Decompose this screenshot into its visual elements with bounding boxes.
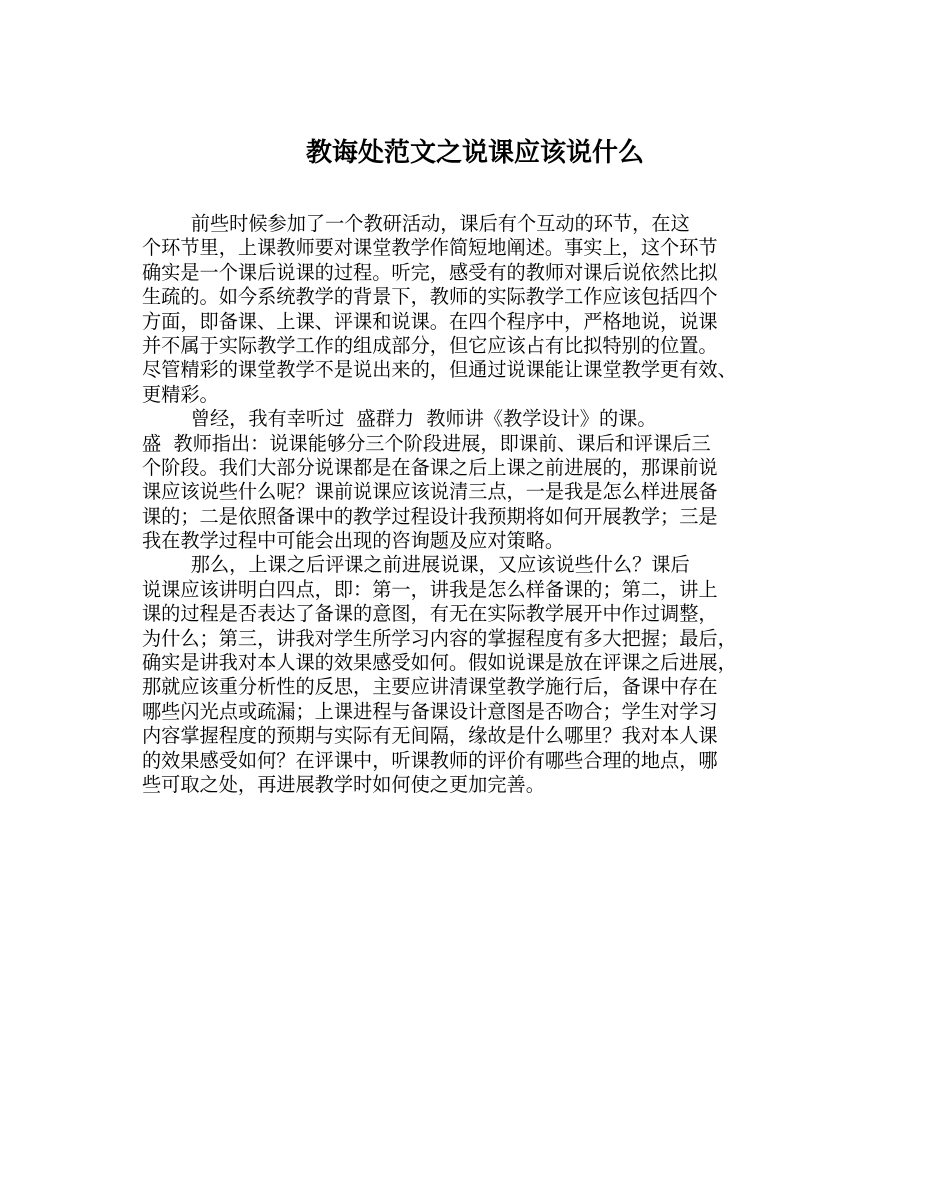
- text-line: 些可取之处，再进展教学时如何使之更加完善。: [142, 772, 545, 796]
- text-line: 更精彩。: [142, 382, 219, 406]
- text-line: 那么，上课之后评课之前进展说课，又应该说些什么？课后: [142, 553, 690, 577]
- text-line: 个阶段。我们大部分说课都是在备课之后上课之前进展的，那课前说: [142, 455, 718, 479]
- text-line: 内容掌握程度的预期与实际有无间隔，缘故是什么哪里？我对本人课: [142, 724, 718, 748]
- text-line: 前些时候参加了一个教研活动，课后有个互动的环节，在这: [142, 212, 690, 235]
- text-line: 的效果感受如何？在评课中，听课教师的评价有哪些合理的地点，哪: [142, 748, 718, 772]
- document-body: [142, 212, 832, 797]
- text-line: 那就应该重分析性的反思，主要应讲清课堂教学施行后，备课中存在: [142, 675, 718, 699]
- text-line: 尽管精彩的课堂教学不是说出来的，但通过说课能让课堂教学更有效、: [142, 358, 737, 382]
- text-line: 生疏的。如今系统教学的背景下，教师的实际教学工作应该包括四个: [142, 285, 718, 309]
- document-title: 教诲处范文之说课应该说什么: [305, 138, 644, 168]
- text-line: 课的过程是否表达了备课的意图，有无在实际教学展开中作过调整，: [142, 602, 718, 626]
- paragraph-2: [142, 407, 832, 553]
- text-line: 盛 教师指出：说课能够分三个阶段进展，即课前、课后和评课后三: [142, 431, 711, 455]
- text-line: 哪些闪光点或疏漏；上课进程与备课设计意图是否吻合；学生对学习: [142, 699, 718, 723]
- text-line: 说课应该讲明白四点，即：第一，讲我是怎么样备课的；第二，讲上: [142, 577, 718, 601]
- text-line: 曾经，我有幸听过 盛群力 教师讲《教学设计》的课。: [142, 407, 657, 431]
- text-line: 个环节里，上课教师要对课堂教学作简短地阐述。事实上，这个环节: [142, 236, 718, 260]
- paragraph-1: [142, 212, 832, 407]
- text-line: 课的；二是依照备课中的教学过程设计我预期将如何开展教学；三是: [142, 504, 718, 528]
- text-line: 方面，即备课、上课、评课和说课。在四个程序中，严格地说，说课: [142, 309, 718, 333]
- text-line: 课应该说些什么呢？课前说课应该说清三点，一是我是怎么样进展备: [142, 480, 718, 504]
- text-line: 确实是讲我对本人课的效果感受如何。假如说课是放在评课之后进展，: [142, 651, 737, 675]
- paragraph-3: [142, 553, 832, 797]
- text-line: 确实是一个课后说课的过程。听完，感受有的教师对课后说依然比拟: [142, 260, 718, 284]
- text-line: 我在教学过程中可能会出现的咨询题及应对策略。: [142, 529, 565, 553]
- text-line: 为什么；第三，讲我对学生所学习内容的掌握程度有多大把握；最后，: [142, 626, 737, 650]
- text-line: 并不属于实际教学工作的组成部分，但它应该占有比拟特别的位置。: [142, 333, 718, 357]
